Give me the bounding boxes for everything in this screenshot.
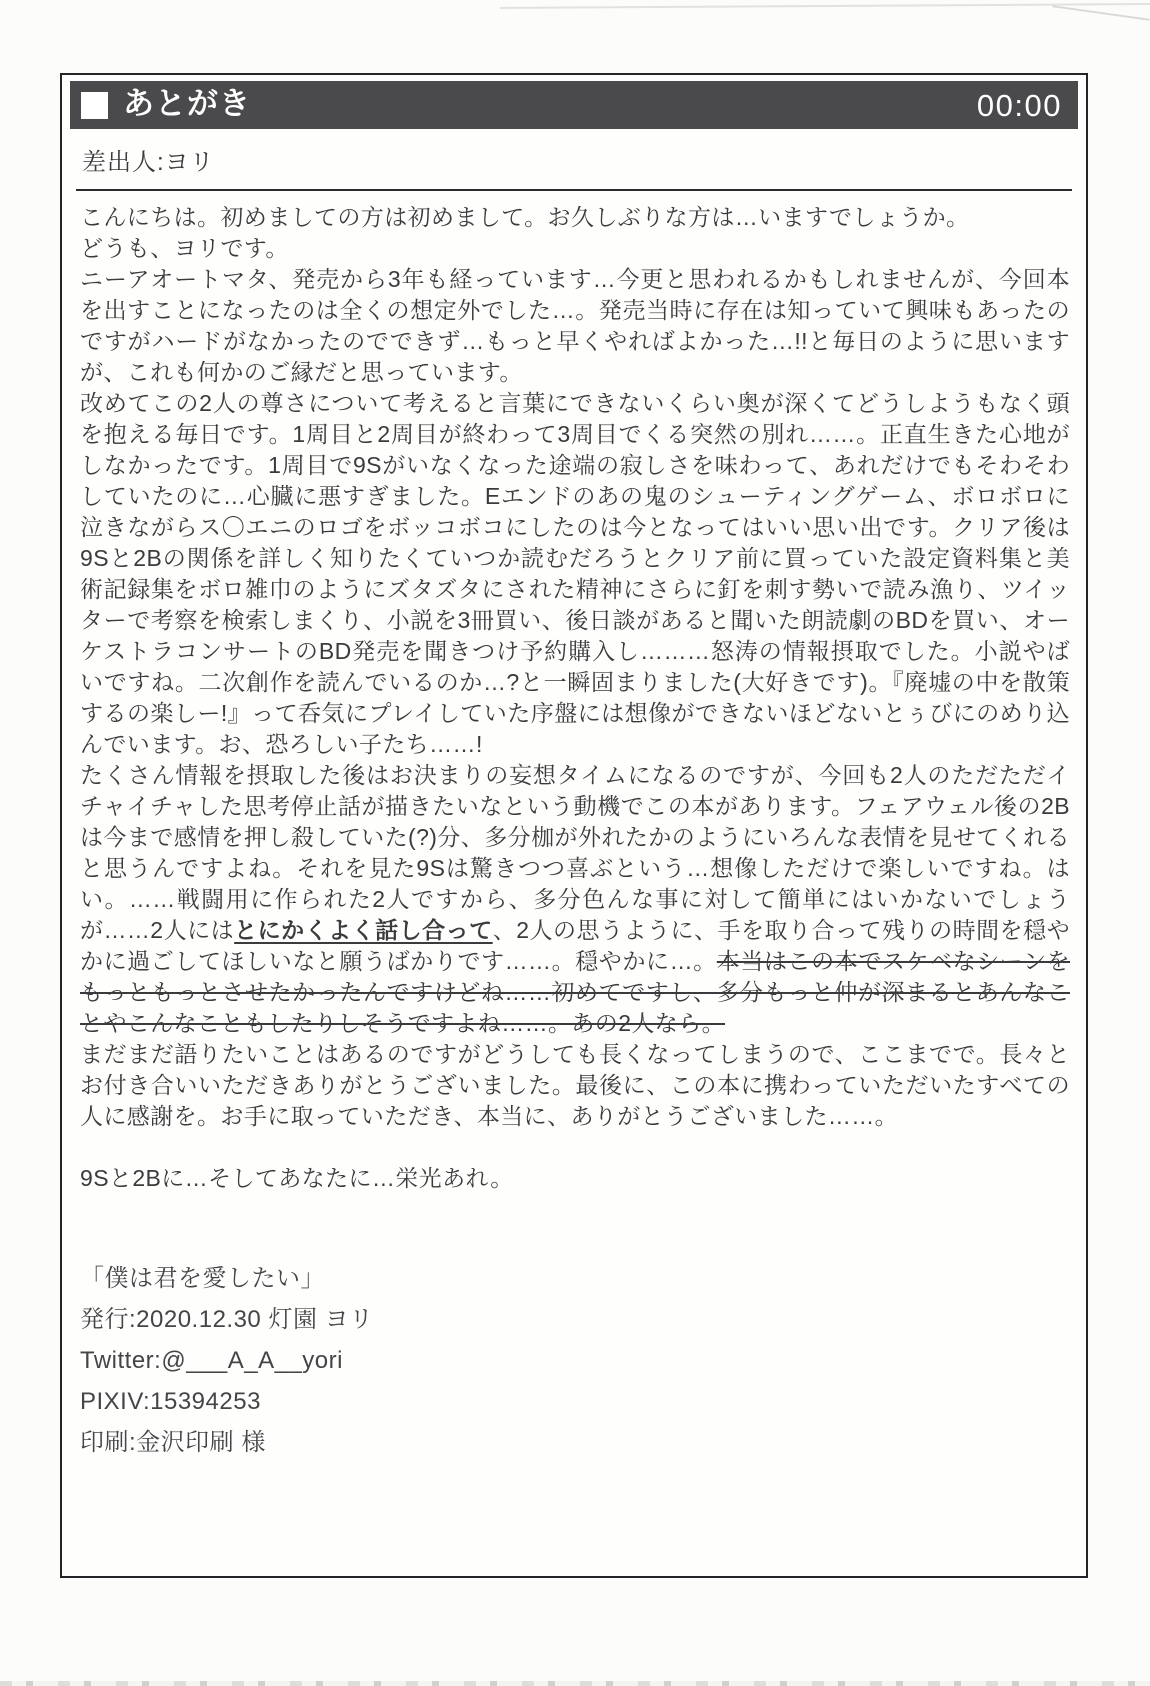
colophon-line: 「僕は君を愛したい」 (80, 1265, 325, 1292)
scan-artifact-mark (1052, 5, 1149, 21)
body-text-emphasis: とにかくよく話し合って (234, 917, 493, 943)
afterword-body (70, 202, 1078, 1132)
mail-panel (60, 73, 1088, 1578)
colophon-line: 発行:2020.12.30 灯園 ヨリ (80, 1306, 374, 1333)
body-text: 改めてこの2人の尊さについて考えると言葉にできないくらい奥が深くてどうしようもなく頭を抱える毎日です。1周目と2周目が終わって3周目でくる突然の別れ……。正直生きた心地がしなかったです。1周目で9Sがいなくなった途端の寂しさを味わって、あれだけでもそわそわしていたのに…心臓に悪すぎました。Eエンドのあの鬼のシューティングゲーム、ボロボロに泣きながらス〇エニのロゴをボッコボコにしたのは今となってはいい思い出です。クリア後は9Sと2Bの関係を詳しく知りたくていつか読むだろうとクリア前に買っていた設定資料集と美術記録集をボロ雑巾のようにズタズタにされた精神にさらに釘を刺す勢いで読み漁り、ツイッターで考察を検索しまくり、小説を3冊買い、後日談があると聞いた朗読劇のBDを買い、オーケストラコンサートのBD発売を聞きつけ予約購入し………怒涛の情報摂取でした。小説やばいですね。二次創作を読んでいるのか…?と一瞬固まりました(大好きです)。『廃墟の中を散策するの楽しー!』って呑気にプレイしていた序盤には想像ができないほどないとぅびにのめり込んでいます。お、恐ろしい子たち……! (80, 390, 1070, 757)
body-text: まだまだ語りたいことはあるのですがどうしても長くなってしまうので、ここまでで。長々とお付き合いいただきありがとうございました。最後に、この本に携わっていただいたすべての人に感謝を。お手に取っていただき、本当に、ありがとうございました……。 (80, 1041, 1070, 1129)
body-text: こんにちは。初めましての方は初めまして。お久しぶりな方は…いますでしょうか。 (80, 204, 970, 230)
colophon-line: PIXIV:15394253 (80, 1388, 261, 1415)
timestamp: 00:00 (976, 87, 1062, 123)
body-text: 、2人の思うように、手を取り合って残りの時間を穏やかに過ごしてほしいなと願うばかりです……。穏やかに…。 (80, 917, 1071, 974)
divider-rule (76, 189, 1072, 191)
colophon-block (70, 1258, 1078, 1463)
body-text: どうも、ヨリです。 (80, 235, 289, 261)
body-text: ニーアオートマタ、発売から3年も経っています…今更と思われるかもしれませんが、今回本を出すことになったのは全くの想定外でした…。発売当時に存在は知っていて興味もあったのですがハードがなかったのでできず…もっと早くやればよかった…!!と毎日のように思いますが、これも何かのご縁だと思っています。 (80, 266, 1070, 385)
colophon-line: Twitter:@___A_A__yori (80, 1347, 343, 1374)
scan-artifact-bottom-edge (0, 1681, 1150, 1686)
body-paragraph (80, 760, 1070, 1039)
page-title: あとがき (123, 86, 251, 121)
body-text-strike: 本当はこの本でスケベなシーンをもっともっとさせたかったんですけどね……初めてですし、多分もっと仲が深まるとあんなことやこんなこともしたりしそうですよね……。あの2人なら。 (80, 948, 1070, 1036)
square-bullet-icon (81, 92, 108, 119)
body-paragraph (80, 202, 1070, 233)
body-paragraph (80, 388, 1070, 760)
sender-line: 差出人:ヨリ (82, 149, 215, 176)
body-paragraph (80, 264, 1070, 388)
body-paragraph (80, 233, 1070, 264)
colophon-line: 印刷:金沢印刷 様 (80, 1429, 266, 1456)
body-paragraph (80, 1039, 1070, 1132)
closing-line: 9Sと2Bに…そしてあなたに…栄光あれ。 (80, 1165, 514, 1191)
body-text: たくさん情報を摂取した後はお決まりの妄想タイムになるのですが、今回も2人のただただイチャイチャした思考停止話が描きたいなという動機でこの本があります。フェアウェル後の2Bは今まで感情を押し殺していた(?)分、多分枷が外れたかのようにいろんな表情を見せてくれると思うんですよね。それを見た9Sは驚きつつ喜ぶという…想像しただけで楽しいですね。はい。……戦闘用に作られた2人ですから、多分色んな事に対して簡単にはいかないでしょうが……2人には (80, 762, 1070, 943)
mail-header-bar (70, 81, 1078, 129)
